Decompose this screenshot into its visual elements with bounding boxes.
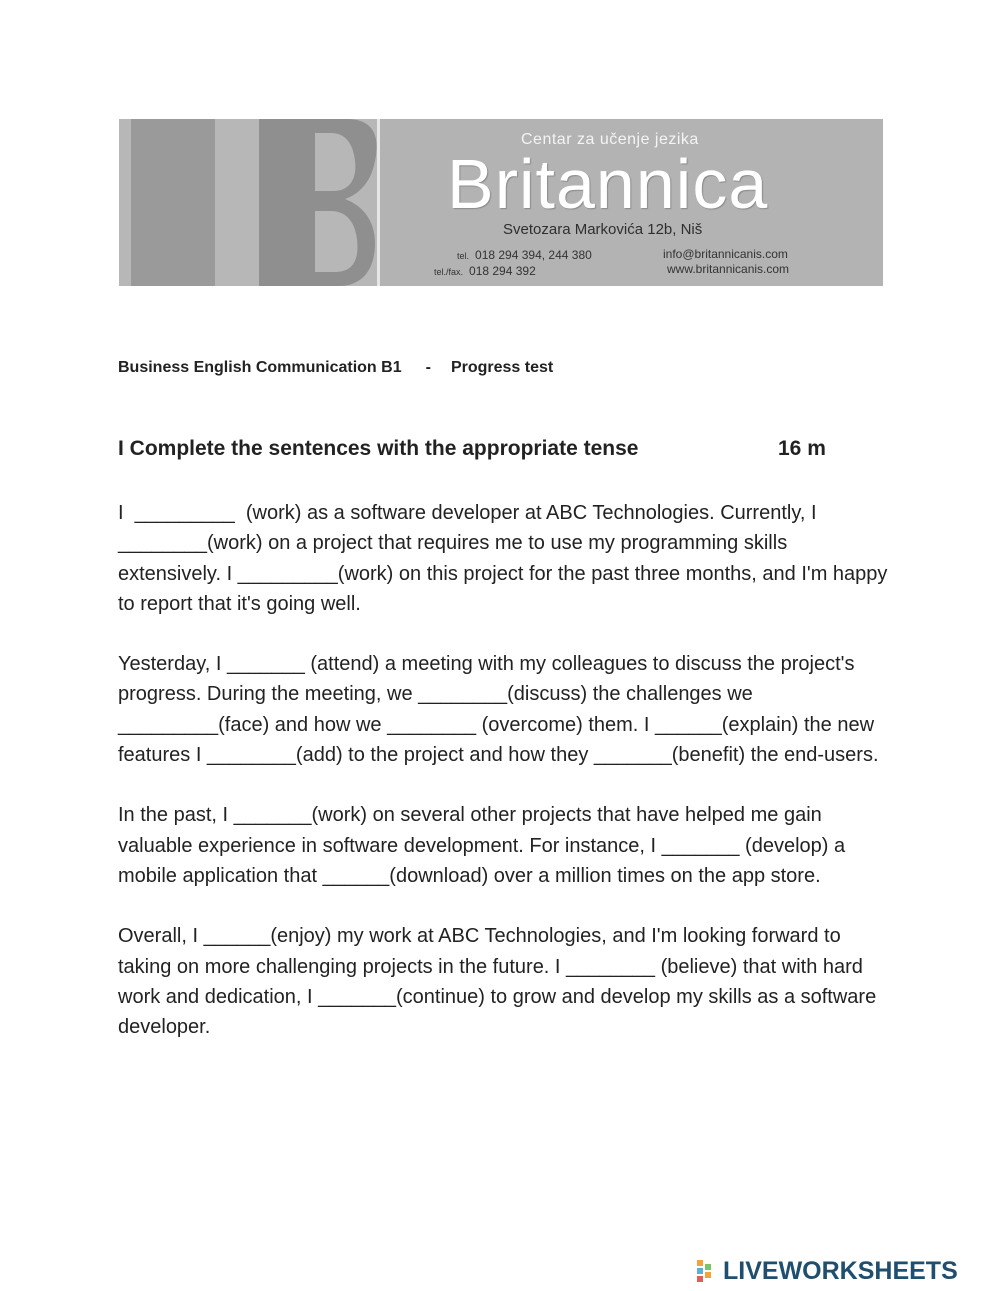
header-banner (119, 119, 883, 286)
section-heading: I Complete the sentences with the appropriate tense (118, 437, 639, 460)
phone-label: tel. (457, 251, 470, 261)
paragraph: Yesterday, I _______ (attend) a meeting with my colleagues to discuss the project's progress. During the meeting, we ________(discuss) the challenges we _________(face) and how we ________ (overcome) them. I ______(explain) the new features I ________(add) to the project and how they _______(benefit) the end-users. (118, 653, 880, 767)
b-letter-logo-icon (119, 119, 381, 286)
liveworksheets-logo (697, 1256, 958, 1286)
course-separator: - (425, 359, 431, 376)
brand-address: Svetozara Markovića 12b, Niš (503, 221, 703, 238)
course-title: Business English Communication B1 (118, 359, 402, 376)
course-title-line (118, 359, 553, 377)
brand-name: Britannica (447, 145, 769, 223)
brand-tagline: Centar za učenje jezika (521, 131, 699, 148)
section-marks: 16 m (778, 437, 826, 460)
contact-email: info@britannicanis.com (663, 247, 788, 261)
exercise-text (118, 498, 893, 1072)
contact-fax (434, 264, 536, 278)
paragraph: Overall, I ______(enjoy) my work at ABC Technologies, and I'm looking forward to taking on more challenging projects in the future. I ________ (believe) that with hard work and dedication, I _______(continue) to grow and develop my skills as a software developer. (118, 925, 882, 1039)
fax-number: 018 294 392 (469, 264, 536, 278)
liveworksheets-text: LIVEWORKSHEETS (723, 1256, 958, 1285)
paragraph: I _________ (work) as a software developer at ABC Technologies. Currently, I ________(work) on a project that requires me to use my programming skills extensively. I _________(work) on this project for the past three months, and I'm happy to report that it's going well. (118, 502, 893, 615)
banner-divider (377, 119, 380, 286)
contact-website: www.britannicanis.com (667, 262, 790, 276)
fax-label: tel./fax. (434, 267, 464, 277)
paragraph: In the past, I _______(work) on several other projects that have helped me gain valuable experience in software development. For instance, I _______ (develop) a mobile application that ______(download) over a million times on the app store. (118, 804, 851, 887)
phone-number: 018 294 394, 244 380 (475, 248, 592, 262)
liveworksheets-blocks-icon (697, 1260, 719, 1282)
test-type: Progress test (450, 359, 554, 376)
contact-phone (457, 248, 592, 262)
